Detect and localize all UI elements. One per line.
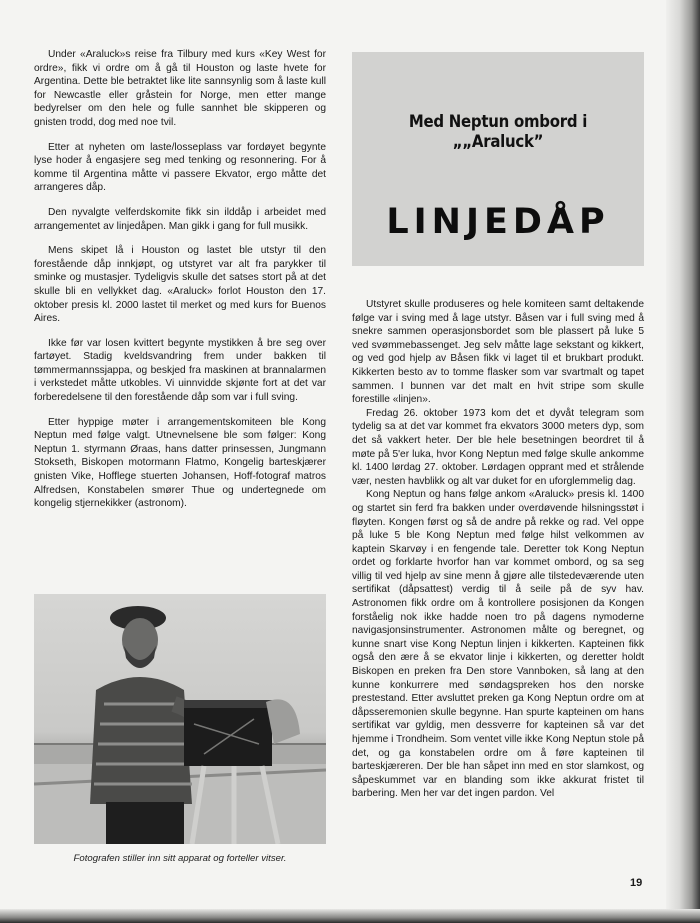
photo-caption: Fotografen stiller inn sitt apparat og forteller vitser. <box>73 853 287 864</box>
page-number: 19 <box>630 877 643 889</box>
photo-illustration <box>34 594 326 844</box>
page-edge-shadow <box>666 0 700 923</box>
page-bottom-shadow <box>0 909 700 923</box>
right-text-column <box>352 298 644 801</box>
paragraph: Under «Araluck»s reise fra Tilbury med kurs «Key West for ordre», fikk vi ordre om å gå til Houston og laste hvete for Argentina. Dette ble betraktet like lite sannsynlig som å laste kull for Newcastle eller gråstein for Norge, men etter mange bedyrelser om den hele og fulle sannhet ble skipperen og gnisten trodd, dog med noe tvil. <box>34 49 326 128</box>
paragraph: Ikke før var losen kvittert begynte mystikken å bre seg over fartøyet. Stadig kveldsvandring frem under bakken til tømmermannssjappa, og beskjed fra maskinen at brannalarmen i verkstedet måtte utkobles. Vi uinnvidde skjønte fort at det var forberedelsene til den forestående dåp som var i full sving. <box>34 337 326 404</box>
paragraph: Mens skipet lå i Houston og lastet ble utstyr til den forestående dåp innkjøpt, og utstyret var alt fra parykker til sminke og mustasjer. Tydeligvis skulle det satses stort på at det skulle bli en vellykket dag. «Araluck» forlot Houston den 17. oktober presis kl. 2000 lastet til merket og med kurs for Buenos Aires. <box>34 245 326 325</box>
paragraph: Fredag 26. oktober 1973 kom det et dyvåt telegram som tydelig sa at det var kommet fra ekvators 3000 meters dyp, som det så vakkert heter. Der ble hele besetningen beordret til å møte på 5'er luka, hvor Kong Neptun med følge skulle ankomme kl. 1400 lørdag 27. oktober. Lørdagen opprant med et strålende vær, nesten havblikk og alt var duket for en uforglemmelig dag. <box>352 407 644 487</box>
article-headline: LINJEDÅP <box>386 202 610 242</box>
paragraph: Den nyvalgte velferdskomite fikk sin ilddåp i arbeidet med arrangementet av linjedåpen. Man gikk i gang for full musikk. <box>34 206 326 232</box>
article-subtitle: Med Neptun ombord i „„Araluck” <box>408 112 588 152</box>
left-text-column <box>34 48 326 522</box>
paragraph: Etter hyppige møter i arrangementskomiteen ble Kong Neptun med følge valgt. Utnevnelsene ble som følger: Kong Neptun 1. styrmann Øraas, hans datter prinsessen, Jungmann Stokseth, Biskopen motormann Flatmo, Kongelig barteskjærer gnisten Vike, Hofflege stuerten Johansen, Hoff-fotograf matros Alfredsen, Konstabelen smører Thue og undertegnede om kongelig stjernekikker (astronom). <box>34 416 326 510</box>
paragraph: Etter at nyheten om laste/losseplass var fordøyet begynte lyse hoder å engasjere seg med tenking og resonnering. For å komme til Argentina måtte vi passere Ekvator, ergo måtte det arrangeres dåp. <box>34 141 326 194</box>
photo-photographer <box>34 594 326 844</box>
paragraph: Utstyret skulle produseres og hele komiteen samt deltakende følge var i sving med å lage utstyr. Båsen var i full sving med å snekre sammen operasjonsbordet som ble plassert på luke 5 ved svømmebassenget. Jeg selv måtte lage sekstant og kikkert, og ved god hjelp av Båsen fikk vi laget til et brukbart produkt. Kikkerten besto av to tomme flasker som var svartmalt og tapet sammen. I bunnen var det malt en hvit stripe som skulle forestille «linjen». <box>352 299 644 406</box>
title-box <box>352 52 644 266</box>
paragraph: Kong Neptun og hans følge ankom «Araluck» presis kl. 1400 og startet sin ferd fra bakken under overdøvende hilsningsstøt i fløyten. Kongen først og så de andre på rekke og rad. Vel oppe på luke 5 ble Kong Neptun med følge hilst velkommen av kaptein Skarvøy i en fengende tale. Deretter tok Kong Neptun ordet og forklarte hvorfor han var kommet ombord, og sa seg villig til ved hjelp av sine menn å gjøre alle tilstedeværende uten sertifikat (dåpsattest) verdig til å seile på de syv hav. Astronomen fikk ordre om å kontrollere posisjonen da Kongen forståelig nok ikke hadde noen tro på dagens nymoderne navigasjonsinstrumenter. Astronomen målte og beregnet, og kunne snart vise Kong Neptun linjen i kikkerten. Kapteinen fikk også den ære å se ekvator linje i kikkerten, og deretter holdt Biskopen en preken fra Den store Vannboken, så lang at den kunne konkurrere med søndagspreken hos den norske prestestand. Etter avsluttet preken ga Kong Neptun ordre om at dåpsseremonien skulle begynne. Han spurte kapteinen om hans sertifikat var gyldig, men dessverre for kapteinen så var det hjemme i Trondheim. Som ventet ville ikke Kong Neptun stole på det, og ga konstabelen ordre om å føre kapteinen til barteskjæreren. Der ble han såpet inn med en stor slamkost, og såpeskummet var en blanding som ikke akkurat fristet til barbering. Men her var det ingen pardon. Vel <box>352 489 644 800</box>
